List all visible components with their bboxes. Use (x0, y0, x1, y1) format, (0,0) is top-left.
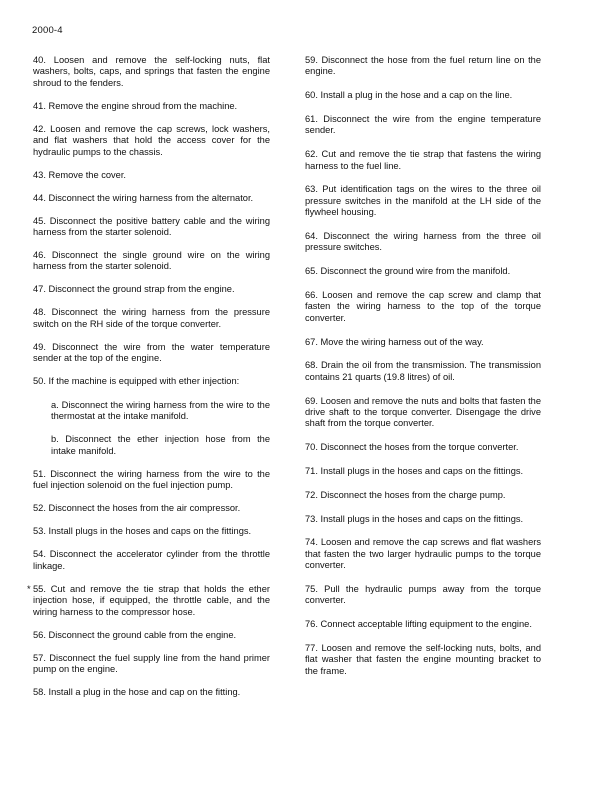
step-52: 52. Disconnect the hoses from the air compressor. (33, 503, 241, 514)
step-58: 58. Install a plug in the hose and cap on the fitting. (33, 686, 241, 697)
step-40: 40. Loosen and remove the self-locking nuts, flat washers, bolts, caps, and springs that fasten the engine shroud to the fenders. (33, 55, 270, 88)
step-46: 46. Disconnect the single ground wire on the wiring harness from the starter solenoid. (33, 250, 270, 272)
left-column (27, 55, 270, 710)
step-73: 73. Install plugs in the hoses and caps on the fittings. (305, 513, 524, 524)
step-43: 43. Remove the cover. (33, 169, 127, 180)
step-75: 75. Pull the hydraulic pumps away from the torque converter. (305, 584, 541, 606)
step-50-substep-b: b. Disconnect the ether injection hose from the intake manifold. (51, 434, 270, 456)
step-55-text: 55. Cut and remove the tie strap that holds the ether injection hose, if equipped, the throttle cable, and the wiring harness to the compressor hose. (33, 583, 270, 617)
step-54: 54. Disconnect the accelerator cylinder from the throttle linkage. (33, 549, 270, 571)
step-50-intro: 50. If the machine is equipped with ether injection: (33, 376, 240, 387)
page-number: 2000-4 (32, 25, 63, 36)
step-44: 44. Disconnect the wiring harness from the alternator. (33, 192, 254, 203)
step-77: 77. Loosen and remove the self-locking nuts, bolts, and flat washer that fasten the engine mounting bracket to the frame. (305, 643, 541, 676)
step-71: 71. Install plugs in the hoses and caps on the fittings. (305, 466, 524, 477)
step-48: 48. Disconnect the wiring harness from the pressure switch on the RH side of the torque converter. (33, 307, 270, 329)
step-76: 76. Connect acceptable lifting equipment to the engine. (305, 619, 532, 630)
step-59: 59. Disconnect the hose from the fuel return line on the engine. (305, 55, 541, 77)
step-55 (27, 583, 270, 618)
step-74: 74. Loosen and remove the cap screws and flat washers that fasten the two larger hydraulic pumps to the torque converter. (305, 537, 541, 571)
revision-marker: * (27, 583, 31, 594)
step-50 (33, 376, 270, 457)
step-65: 65. Disconnect the ground wire from the manifold. (305, 266, 511, 277)
step-64: 64. Disconnect the wiring harness from the three oil pressure switches. (305, 231, 541, 253)
step-45: 45. Disconnect the positive battery cable and the wiring harness from the starter solenoid. (33, 215, 270, 238)
right-column (305, 55, 541, 690)
step-50-substep-a: a. Disconnect the wiring harness from the wire to the thermostat at the intake manifold. (51, 399, 270, 422)
step-70: 70. Disconnect the hoses from the torque converter. (305, 442, 519, 453)
step-41: 41. Remove the engine shroud from the machine. (33, 100, 238, 111)
step-62: 62. Cut and remove the tie strap that fastens the wiring harness to the fuel line. (305, 149, 541, 171)
step-67: 67. Move the wiring harness out of the way. (305, 336, 484, 347)
step-69: 69. Loosen and remove the nuts and bolts that fasten the drive shaft to the torque converter. Disengage the drive shaft from the torque converter. (305, 395, 541, 429)
step-56: 56. Disconnect the ground cable from the engine. (33, 629, 237, 640)
step-63: 63. Put identification tags on the wires to the three oil pressure switches in the manifold at the LH side of the flywheel housing. (305, 184, 541, 218)
step-42: 42. Loosen and remove the cap screws, lock washers, and flat washers that hold the access cover for the hydraulic pumps to the chassis. (33, 123, 270, 157)
step-60: 60. Install a plug in the hose and a cap on the line. (305, 90, 513, 101)
step-68: 68. Drain the oil from the transmission. The transmission contains 21 quarts (19.8 litres) of oil. (305, 360, 541, 382)
step-51: 51. Disconnect the wiring harness from the wire to the fuel injection solenoid on the fuel injection pump. (33, 468, 270, 491)
step-72: 72. Disconnect the hoses from the charge pump. (305, 489, 506, 500)
step-49: 49. Disconnect the wire from the water temperature sender at the top of the engine. (33, 341, 270, 364)
step-61: 61. Disconnect the wire from the engine temperature sender. (305, 114, 541, 136)
step-53: 53. Install plugs in the hoses and caps on the fittings. (33, 526, 252, 537)
step-57: 57. Disconnect the fuel supply line from the hand primer pump on the engine. (33, 652, 270, 674)
step-47: 47. Disconnect the ground strap from the engine. (33, 284, 235, 295)
step-66: 66. Loosen and remove the cap screw and clamp that fasten the wiring harness to the top of the torque converter. (305, 290, 541, 323)
